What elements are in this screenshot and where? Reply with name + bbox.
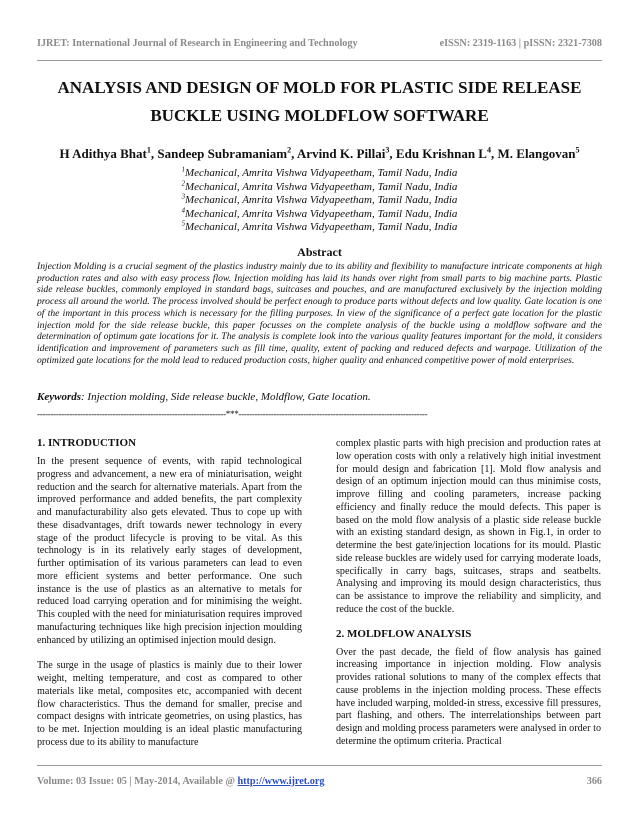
affiliation: $^3$Mechanical, Amrita Vishwa Vidyapeetham, Tamil Nadu, India: [181, 193, 458, 207]
body-paragraph: In the present sequence of events, with rapid technological progress and advancement, a new era of miniaturisation, weight reduction and the search for alternative materials. Apart from the improved performance and added benefits, the part complexity and manufacturability also gets elevated. Thus to cope up with these disadvantages, drift towards newer technology in every stage of the product lifecycle is proving to be vital. As this technology is in its relatively early stages of development, further optimisation of its various parameters can lead to even more efficient systems and better performance. One such instance is the use of plastics as an alternative to metals for reduced load carrying operation and for minimising the weight. This coupled with the need for miniaturisation requires improved manufacturing techniques like high precision injection moulding enhanced by utilizing an optimised injection mould design.: [37, 456, 302, 646]
page-number: 366: [586, 776, 602, 787]
journal-link[interactable]: http://www.ijret.org: [237, 776, 325, 787]
title-line-2: BUCKLE USING MOLDFLOW SOFTWARE: [150, 106, 489, 125]
paper-title: [37, 74, 602, 130]
journal-name: IJRET: International Journal of Research in Engineering and Technology: [37, 38, 358, 49]
author: Sandeep Subramaniam$^2$,: [157, 145, 297, 161]
body-paragraph: complex plastic parts with high precision and production rates at low operation costs with only a relatively high initial investment for mould design and fabrication [1]. Mold flow analysis and design of an optimum injection mould can thus minimise costs, improve filling and cooling parameters, increase packing efficiency and finally reduce the mould defects. This paper is based on the mold flow analysis of a plastic side release buckle with an existing standard design, as shown in Fig.1, in order to determine the best gate/injection locations for its mould. Plastic side release buckles are widely used for carrying moderate loads, specifically in carry bags, suitcases, straps and seatbelts. Analysing and improving its mould design characteristics, thus can be assistance to improve the reliability and simplicity, and reduce the cost of the buckle.: [336, 438, 601, 615]
left-column: [37, 436, 302, 750]
abstract-heading: Abstract: [297, 245, 342, 259]
body-paragraph: Over the past decade, the field of flow analysis has gained increasing importance in injection molding. Flow analysis provides rational solutions to many of the complex effects that cause problems in the injection molding process. These effects have included warping, molded-in stress, excessive fill pressures, part flashing, and others. The interrelationships between part design and molding process parameters were analysed in order to determine the optimum criteria. Practical: [336, 646, 601, 747]
section-separator: ----------------------------------------------------------------------***----------------------------------------------------------------------: [37, 409, 428, 419]
author: Edu Krishnan $L^4$,: [395, 145, 498, 161]
affiliation: $^4$Mechanical, Amrita Vishwa Vidyapeetham, Tamil Nadu, India: [181, 207, 458, 220]
keywords-label: Keywords: [37, 391, 81, 403]
title-line-1: ANALYSIS AND DESIGN OF MOLD FOR PLASTIC SIDE RELEASE: [57, 78, 582, 97]
affiliation: $^2$Mechanical, Amrita Vishwa Vidyapeetham, Tamil Nadu, India: [181, 179, 458, 193]
section-heading-moldflow: 2. MOLDFLOW ANALYSIS: [336, 627, 472, 640]
footer-rule: [37, 765, 602, 766]
issn-info: eISSN: 2319-1163 | pISSN: 2321-7308: [439, 38, 602, 49]
right-column: [336, 438, 601, 749]
author-list: [37, 146, 602, 162]
affiliation-list: [37, 167, 602, 235]
author: Arvind K. Pillai$^3$,: [296, 145, 396, 161]
keywords: [37, 391, 602, 403]
header-rule: [37, 60, 602, 61]
running-header: [37, 38, 602, 49]
running-footer: [37, 776, 602, 787]
affiliation: $^5$Mechanical, Amrita Vishwa Vidyapeetham, Tamil Nadu, India: [181, 220, 458, 234]
author: M. Elangovan$^5$: [497, 145, 580, 161]
volume-info: Volume: 03 Issue: 05 | May-2014, Available @ http://www.ijret.org: [37, 776, 325, 787]
keywords-text: : Injection molding, Side release buckle, Moldflow, Gate location.: [81, 391, 371, 403]
affiliation: $^1$Mechanical, Amrita Vishwa Vidyapeetham, Tamil Nadu, India: [181, 166, 458, 179]
body-paragraph: The surge in the usage of plastics is mainly due to their lower weight, melting temperature, and cost as compared to other materials like metal, composites etc, accompanied with decent flow characteristics. Thus the demand for smaller, precise and compact designs with intricate geometries, on using plastics, has to be met. Injection moulding is an ideal plastic manufacturing process due to its ability to manufacture: [37, 660, 302, 748]
section-heading-introduction: 1. INTRODUCTION: [37, 437, 137, 449]
author: H Adithya Bhat$^1$,: [59, 145, 158, 161]
abstract-text: Injection Molding is a crucial segment of the plastics industry mainly due to its ability and flexibility to manufacture intricate components at high production rates and also with easy process flow. Injection molding has laid its hands over right from small parts to big machine parts. Plastic side release buckles, commonly employed in standard bags, suitcases and pouches, and are manufactured exclusively by the injection molding process all around the world. The process involved should be perfect enough to produce parts without defects and low quality. Gate location is one of the important in this process which is necessary for the filling purposes. In view of the significance of a perfect gate location for the plastic injection mold for the side release buckle, this paper focusses on the complete analysis of the buckle using a moldflow software and the determination of optimum gate locations for it. The analysis is complete look into the various quality features important for the mold, it considers identification and improvement of parameters such as fill time, quality, extent of packing and reduced defects and warpage. Utilization of the optimized gate locations for the mold lead to reduced production costs, higher quality and enhanced competitive power of mold enterprises.: [37, 261, 602, 366]
